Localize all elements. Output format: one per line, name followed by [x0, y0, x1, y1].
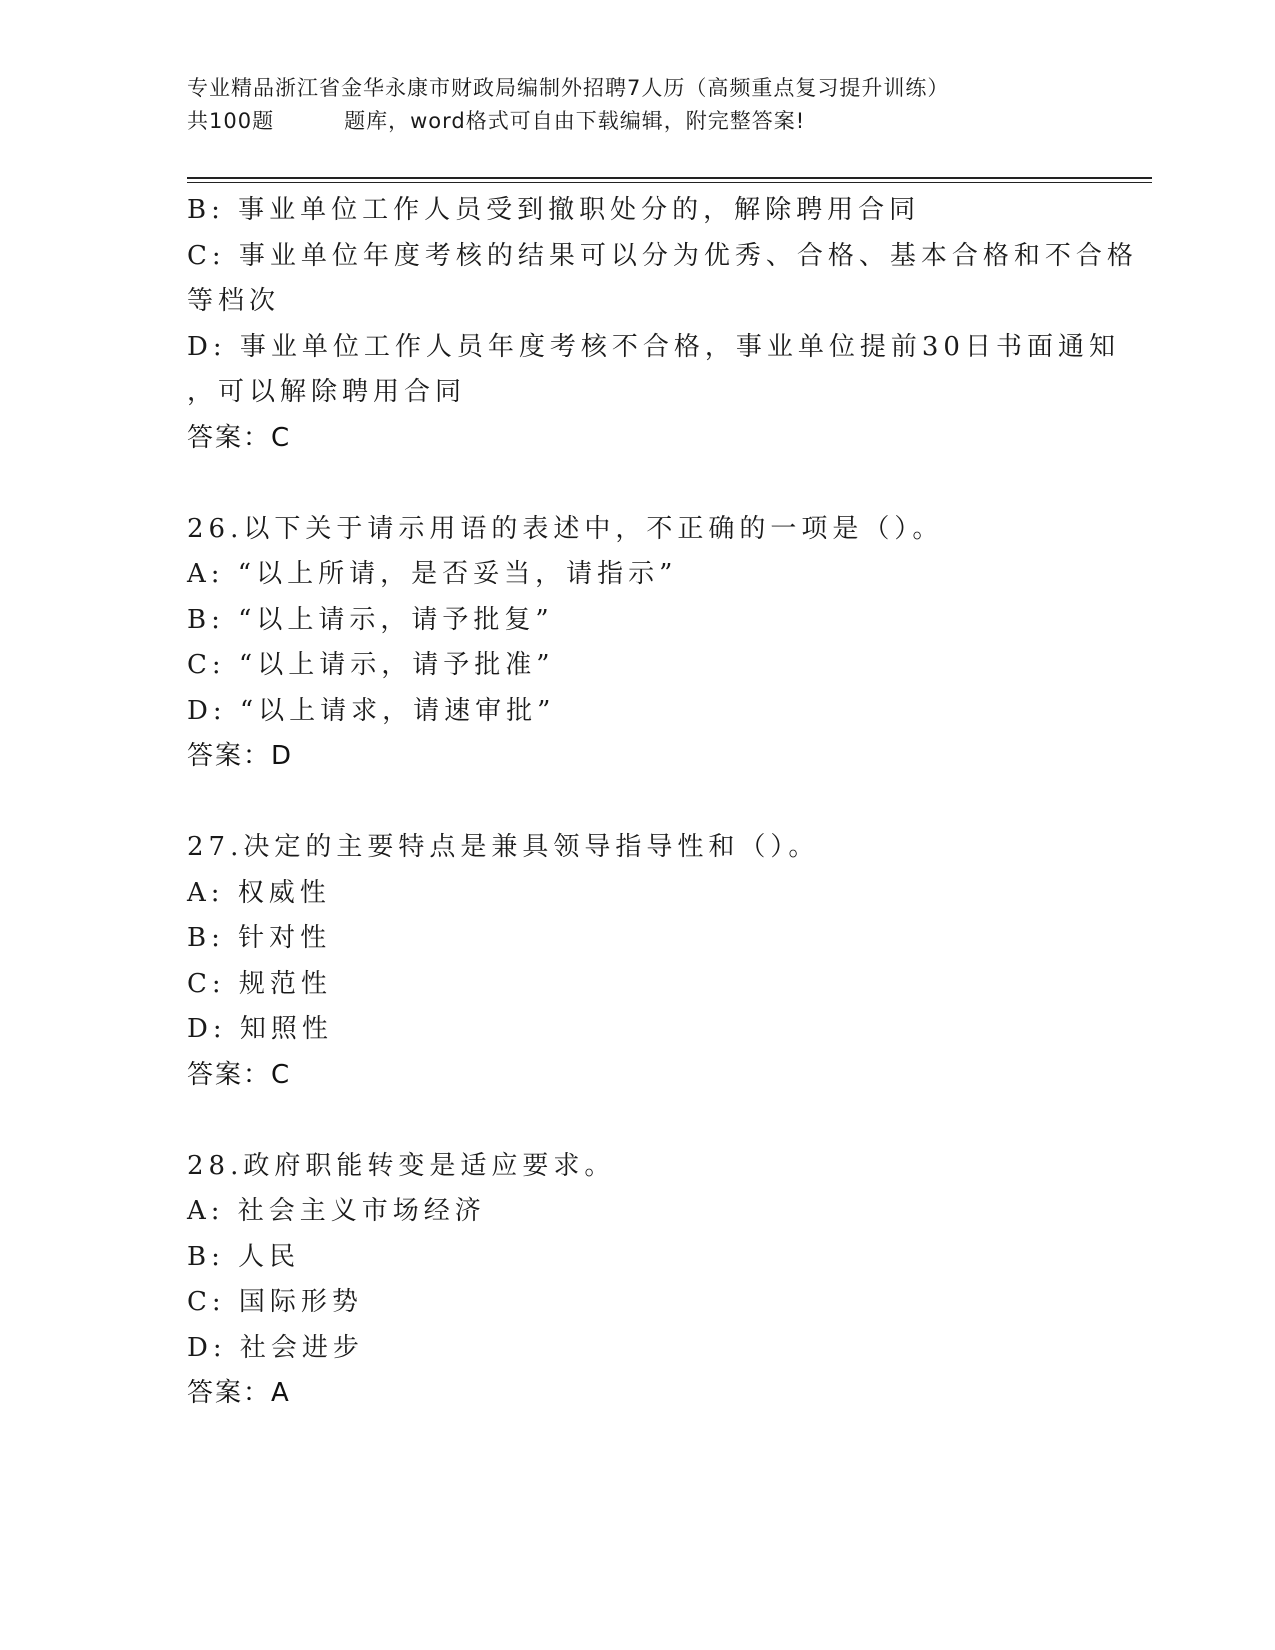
answer: 答案：C: [187, 422, 292, 453]
header-subtitle: [187, 105, 1087, 138]
option-d: D: 社会进步: [187, 1332, 364, 1363]
option-a: A: “以上所请，是否妥当，请指示”: [187, 559, 678, 589]
header-description: 题库，word格式可自由下载编辑，附完整答案!: [344, 109, 806, 133]
answer: 答案：D: [187, 741, 294, 771]
header-question-count: 共100题: [187, 109, 275, 133]
option-c: C: 事业单位年度考核的结果可以分为优秀、合格、基本合格和不合格: [187, 240, 1138, 271]
question-26: [187, 507, 1087, 780]
answer: 答案：A: [187, 1378, 291, 1408]
option-b: B: 针对性: [187, 923, 332, 953]
option-c: C: “以上请示，请予批准”: [187, 650, 555, 680]
option-d: D: 事业单位工作人员年度考核不合格，事业单位提前30日书面通知: [187, 331, 1120, 362]
option-d-continued: ，可以解除聘用合同: [187, 377, 467, 407]
document-body: [187, 188, 1138, 1417]
option-d: D: 知照性: [187, 1014, 333, 1044]
header-divider-bottom: [187, 182, 1152, 183]
question-25-tail: [187, 188, 1138, 461]
answer: 答案：C: [187, 1059, 292, 1090]
option-d: D: “以上请求，请速审批”: [187, 695, 556, 726]
question-text: 27.决定的主要特点是兼具领导指导性和（）。: [187, 832, 820, 862]
header-title: 专业精品浙江省金华永康市财政局编制外招聘7人历（高频重点复习提升训练）: [187, 76, 950, 100]
question-text: 26.以下关于请示用语的表述中，不正确的一项是（）。: [187, 513, 944, 544]
option-a: A: 社会主义市场经济: [187, 1196, 486, 1226]
header-divider-top: [187, 177, 1152, 179]
option-a: A: 权威性: [187, 877, 331, 908]
option-b: B: “以上请示，请予批复”: [187, 604, 554, 635]
document-header: [187, 72, 1087, 138]
option-c-continued: 等档次: [187, 286, 281, 316]
option-b: B: 人民: [187, 1241, 301, 1272]
question-27: [187, 825, 1087, 1098]
option-c: C: 国际形势: [187, 1287, 363, 1317]
question-28: [187, 1144, 1087, 1417]
option-c: C: 规范性: [187, 968, 332, 999]
question-text: 28.政府职能转变是适应要求。: [187, 1150, 616, 1181]
option-b: B: 事业单位工作人员受到撤职处分的，解除聘用合同: [187, 195, 921, 225]
